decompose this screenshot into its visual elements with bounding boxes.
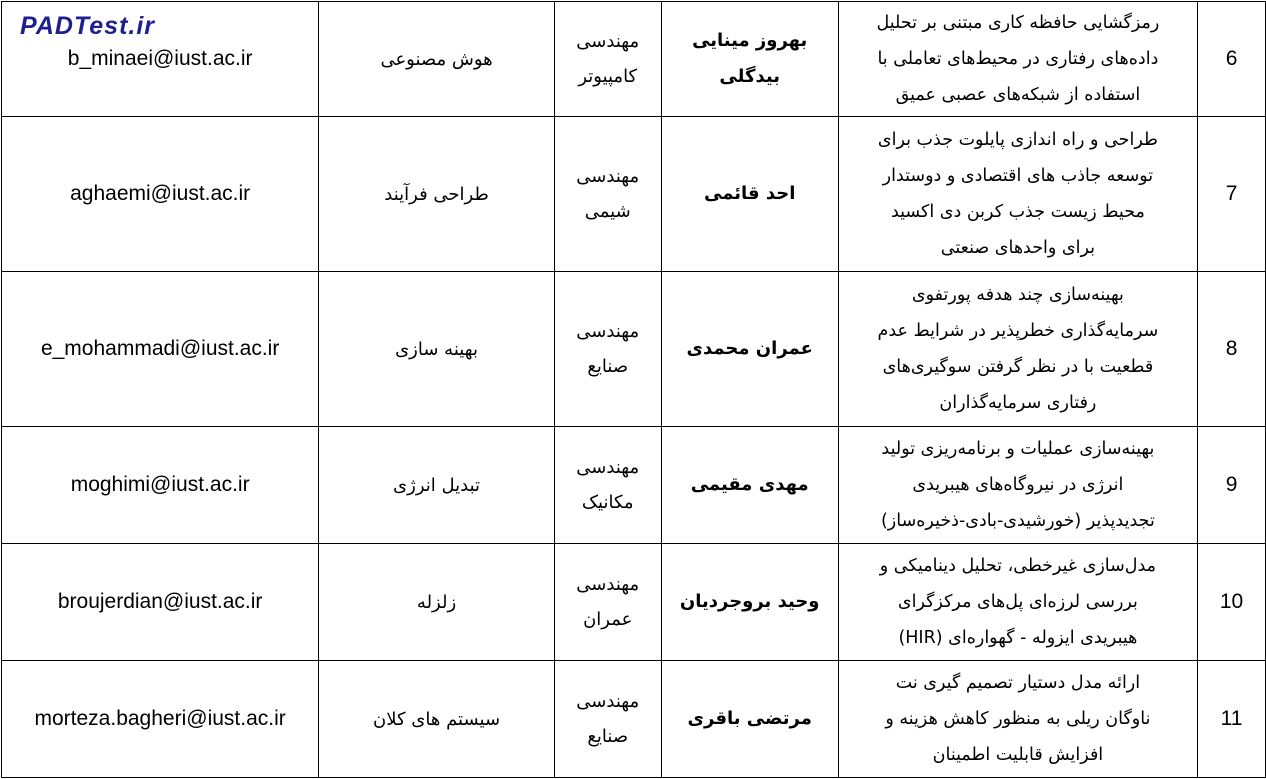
department-line: مهندسی xyxy=(576,691,640,712)
title-line: استفاده از شبکه‌های عصبی عمیق xyxy=(895,85,1141,105)
row-number: 8 xyxy=(1198,272,1266,427)
department-cell xyxy=(554,272,661,427)
title-line: رمزگشایی حافظه کاری مبتنی بر تحلیل xyxy=(876,13,1160,33)
title-cell xyxy=(838,427,1197,544)
name-cell xyxy=(661,427,838,544)
name-line: مرتضی باقری xyxy=(687,708,812,729)
name-cell xyxy=(661,661,838,778)
department-cell xyxy=(554,117,661,272)
projects-table xyxy=(1,1,1266,778)
department-line: عمران xyxy=(583,609,633,630)
name-line: وحید بروجردیان xyxy=(679,591,820,612)
name-cell xyxy=(661,272,838,427)
name-line: بیدگلی xyxy=(719,66,780,87)
department-line: مهندسی xyxy=(576,321,640,342)
department-line: مکانیک xyxy=(581,492,634,513)
field-cell: هوش مصنوعی xyxy=(319,2,555,117)
title-cell xyxy=(838,544,1197,661)
email-cell: moghimi@iust.ac.ir xyxy=(2,427,319,544)
title-cell xyxy=(838,117,1197,272)
row-number: 10 xyxy=(1198,544,1266,661)
name-cell xyxy=(661,2,838,117)
department-cell xyxy=(554,544,661,661)
department-cell xyxy=(554,427,661,544)
field-cell: طراحی فرآیند xyxy=(319,117,555,272)
table-row xyxy=(2,2,1266,117)
title-line: تجدیدپذیر (خورشیدی-بادی-ذخیره‌ساز) xyxy=(880,511,1155,531)
title-line: مدل‌سازی غیرخطی، تحلیل دینامیکی و xyxy=(879,556,1157,576)
title-line: ناوگان ریلی به منظور کاهش هزینه و xyxy=(885,709,1151,729)
name-cell xyxy=(661,544,838,661)
table-row xyxy=(2,117,1266,272)
site-watermark: PADTest.ir xyxy=(20,12,156,40)
title-cell xyxy=(838,2,1197,117)
title-line: سرمایه‌گذاری خطرپذیر در شرایط عدم xyxy=(877,321,1159,341)
table-row xyxy=(2,661,1266,778)
row-number: 7 xyxy=(1198,117,1266,272)
title-line: طراحی و راه اندازی پایلوت جذب برای xyxy=(877,130,1158,150)
name-line: مهدی مقیمی xyxy=(690,474,809,495)
department-line: مهندسی xyxy=(576,574,640,595)
title-line: رفتاری سرمایه‌گذاران xyxy=(939,393,1097,413)
department-line: صنایع xyxy=(587,726,629,747)
department-line: مهندسی xyxy=(576,457,640,478)
title-cell xyxy=(838,661,1197,778)
title-line: بهینه‌سازی چند هدفه پورتفوی xyxy=(911,285,1124,305)
title-cell xyxy=(838,272,1197,427)
field-cell: تبدیل انرژی xyxy=(319,427,555,544)
title-line: محیط زیست جذب کربن دی اکسید xyxy=(890,202,1145,222)
email-cell: broujerdian@iust.ac.ir xyxy=(2,544,319,661)
field-cell: سیستم های کلان xyxy=(319,661,555,778)
row-number: 11 xyxy=(1198,661,1266,778)
email-cell: aghaemi@iust.ac.ir xyxy=(2,117,319,272)
name-line: عمران محمدی xyxy=(686,338,813,359)
department-cell xyxy=(554,661,661,778)
title-line: داده‌های رفتاری در محیط‌های تعاملی با xyxy=(877,49,1159,69)
field-cell: زلزله xyxy=(319,544,555,661)
title-line: ارائه مدل دستیار تصمیم گیری نت xyxy=(895,673,1141,693)
name-cell xyxy=(661,117,838,272)
name-line: احد قائمی xyxy=(703,183,796,204)
title-line: بهینه‌سازی عملیات و برنامه‌ریزی تولید xyxy=(881,439,1155,459)
title-line: هیبریدی ایزوله - گهواره‌ای (HIR) xyxy=(898,628,1138,648)
department-line: کامپیوتر xyxy=(578,66,638,87)
table-row xyxy=(2,427,1266,544)
row-number: 6 xyxy=(1198,2,1266,117)
department-line: مهندسی xyxy=(576,31,640,52)
email-cell: e_mohammadi@iust.ac.ir xyxy=(2,272,319,427)
table-row xyxy=(2,272,1266,427)
title-line: قطعیت با در نظر گرفتن سوگیری‌های xyxy=(882,357,1154,377)
name-line: بهروز مینایی xyxy=(692,30,808,51)
email-cell: morteza.bagheri@iust.ac.ir xyxy=(2,661,319,778)
title-line: بررسی لرزه‌ای پل‌های مرکزگرای xyxy=(897,592,1138,612)
row-number: 9 xyxy=(1198,427,1266,544)
title-line: برای واحدهای صنعتی xyxy=(940,238,1096,258)
department-cell xyxy=(554,2,661,117)
title-line: انرژی در نیروگاه‌های هیبریدی xyxy=(912,475,1124,495)
title-line: افزایش قابلیت اطمینان xyxy=(932,745,1104,765)
field-cell: بهینه سازی xyxy=(319,272,555,427)
department-line: مهندسی xyxy=(576,166,640,187)
title-line: توسعه جاذب های اقتصادی و دوستدار xyxy=(882,166,1154,186)
department-line: شیمی xyxy=(584,201,631,222)
email-cell: b_minaei@iust.ac.ir xyxy=(2,2,319,117)
department-line: صنایع xyxy=(587,356,629,377)
table-row xyxy=(2,544,1266,661)
